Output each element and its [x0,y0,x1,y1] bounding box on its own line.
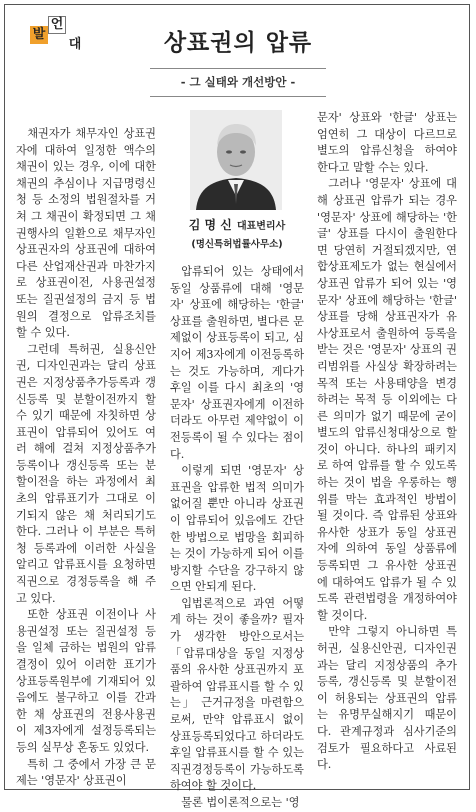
paragraph: 또한 상표권 이전이나 사용권설정 또는 질권설정 등을 일체 금하는 법원의 압류결정이 있어 이러한 표기가 상표등록원부에 기재되어 있음에도 불구하고 이를 간과한 채 상표권의 전용사용권이 제3자에게 설정등록되는 등의 실무상 혼동도 있었다. [16,608,156,754]
paragraph: 채권자가 채무자인 상표권자에 대하여 일정한 액수의 채권이 있는 경우, 이에 대한 채권의 추심이나 지급명령신청 등 소정의 법원절차를 거쳐 그 채권이 확정되면 그 채권행사의 일환으로 채무자인 상표권자의 상표권에 대하여 다른 산업재산권과 마찬가지로 상표권이전, 사용권설정 또는 질권설정의 금지 등 법원의 결정으로 압류조치를 할 수 있다. [16,127,156,340]
paragraph: 압류되어 있는 상태에서 동일 상품류에 대해 '영문자' 상표에 해당하는 '한글' 상표를 출원하면, 별다른 문제없이 상표등록이 되고, 심지어 제3자에게 이전등록하는 것도 가능하며, 게다가 후일 이를 다시 최초의 '영문자' 상표권자에게 이전하더라도 아무런 제약없이 이전등록이 될 수 있다는 점이다. [170,265,304,461]
author-name: 김 명 신 [188,218,232,232]
author-caption [170,214,304,250]
paragraph: 이렇게 되면 '영문자' 상표권을 압류한 법적 의미가 없어질 뿐만 아니라 상표권이 압류되어 있음에도 간단한 방법으로 법망을 회피하는 것이 가능하게 되어 이를 방지할 수단을 강구하지 않으면 안되게 된다. [170,464,304,594]
paragraph: 특히 그 중에서 가장 큰 문제는 '영문자' 상표권이 [16,757,156,788]
column-2 [170,264,304,812]
badge-char-3: 대 [68,37,82,52]
subtitle-rule-top [150,68,326,69]
column-1 [16,126,156,790]
author-organization: (명신특허법률사무소) [191,239,283,250]
paragraph: 입법론적으로 과연 어떻게 하는 것이 좋을까? 필자가 생각한 방안으로서는 「압류대상을 동일 지정상품의 유사한 상표권까지 포괄하여 압류표시를 할 수 있는」 근거규정을 마련함으로써, 만약 압류표시 없이 상표등록되었다고 하더라도 후일 압류표시를 할 수 있는 직권경정등록이 가능하도록 하여야 할 것이다. [170,596,304,793]
paragraph: 문자' 상표와 '한글' 상표는 엄연히 그 대상이 다르므로 별도의 압류신청을 하여야 한다고 말할 수는 있다. [317,111,457,174]
badge-char-1: 발 [30,26,48,44]
author-role: 대표변리사 [236,221,286,232]
paragraph: 그런데 특허권, 실용신안권, 디자인권과는 달리 상표권은 지정상품추가등록과 갱신등록 및 분할이전까지 할 수 있기 때문에 자칫하면 상표권이 압류되어 있어도 여러 해에 걸쳐 지정상품추가등록이나 갱신등록 또는 분할이전을 하는 과정에서 최초의 압류표기가 그대로 이기되지 않은 채 처리되기도 한다. 그러나 이 부분은 특허청 등록과에 이러한 사실을 알리고 압류표시를 요청하면 직권으로 경정등록을 해 주고 있다. [16,342,156,605]
subtitle-rule-bottom [150,96,326,97]
paragraph: 물론 법이론적으로는 '영 [181,796,300,809]
article-subtitle: - 그 실태와 개선방안 - [180,75,296,89]
column-3 [317,110,457,774]
author-photo [190,110,282,210]
article-title: 상표권의 압류 [163,30,313,56]
badge-char-2: 언 [48,16,66,34]
paragraph: 그러나 '영문자' 상표에 대해 상표권 압류가 되는 경우 '영문자' 상표에 해당하는 '한글' 상표를 다시이 출원한다면 당연히 거절되겠지만, 연합상표제도가 없는 현실에서 상표권 압류가 되어 있는 '영문자' 상표에 해당하는 '한글' 상표를 당해 상표권자가 유사상표로서 출원하여 등록을 받는 것은 '영문자' 상표의 권리범위를 사실상 확장하려는 목적 또는 사용태양을 변경하려는 목적 등 이외에는 다른 의미가 없기 때문에 굳이 별도의 압류신청대상으로 할 것이 아니다. 하나의 패키지로 하여 압류를 할 수 있도록 하는 것이 법을 우롱하는 행위를 막는 효과적인 방법이 될 것이다. 즉 압류된 상표와 유사한 상표가 동일 상표권자에 의하여 동일 상품류에 등록되면 그 유사한 상표권에 대하여도 압류가 될 수 있도록 관련법령을 개정하여야 할 것이다. [317,177,457,622]
paragraph: 만약 그렇지 아니하면 특허권, 실용신안권, 디자인권과는 달리 지정상품의 추가등록, 갱신등록 및 분할이전이 허용되는 상표권의 압류는 유명무실해지기 때문이다. 관계규정과 심사기준의 검토가 필요하다고 사료된다. [317,625,457,772]
author-portrait-icon [190,110,282,210]
